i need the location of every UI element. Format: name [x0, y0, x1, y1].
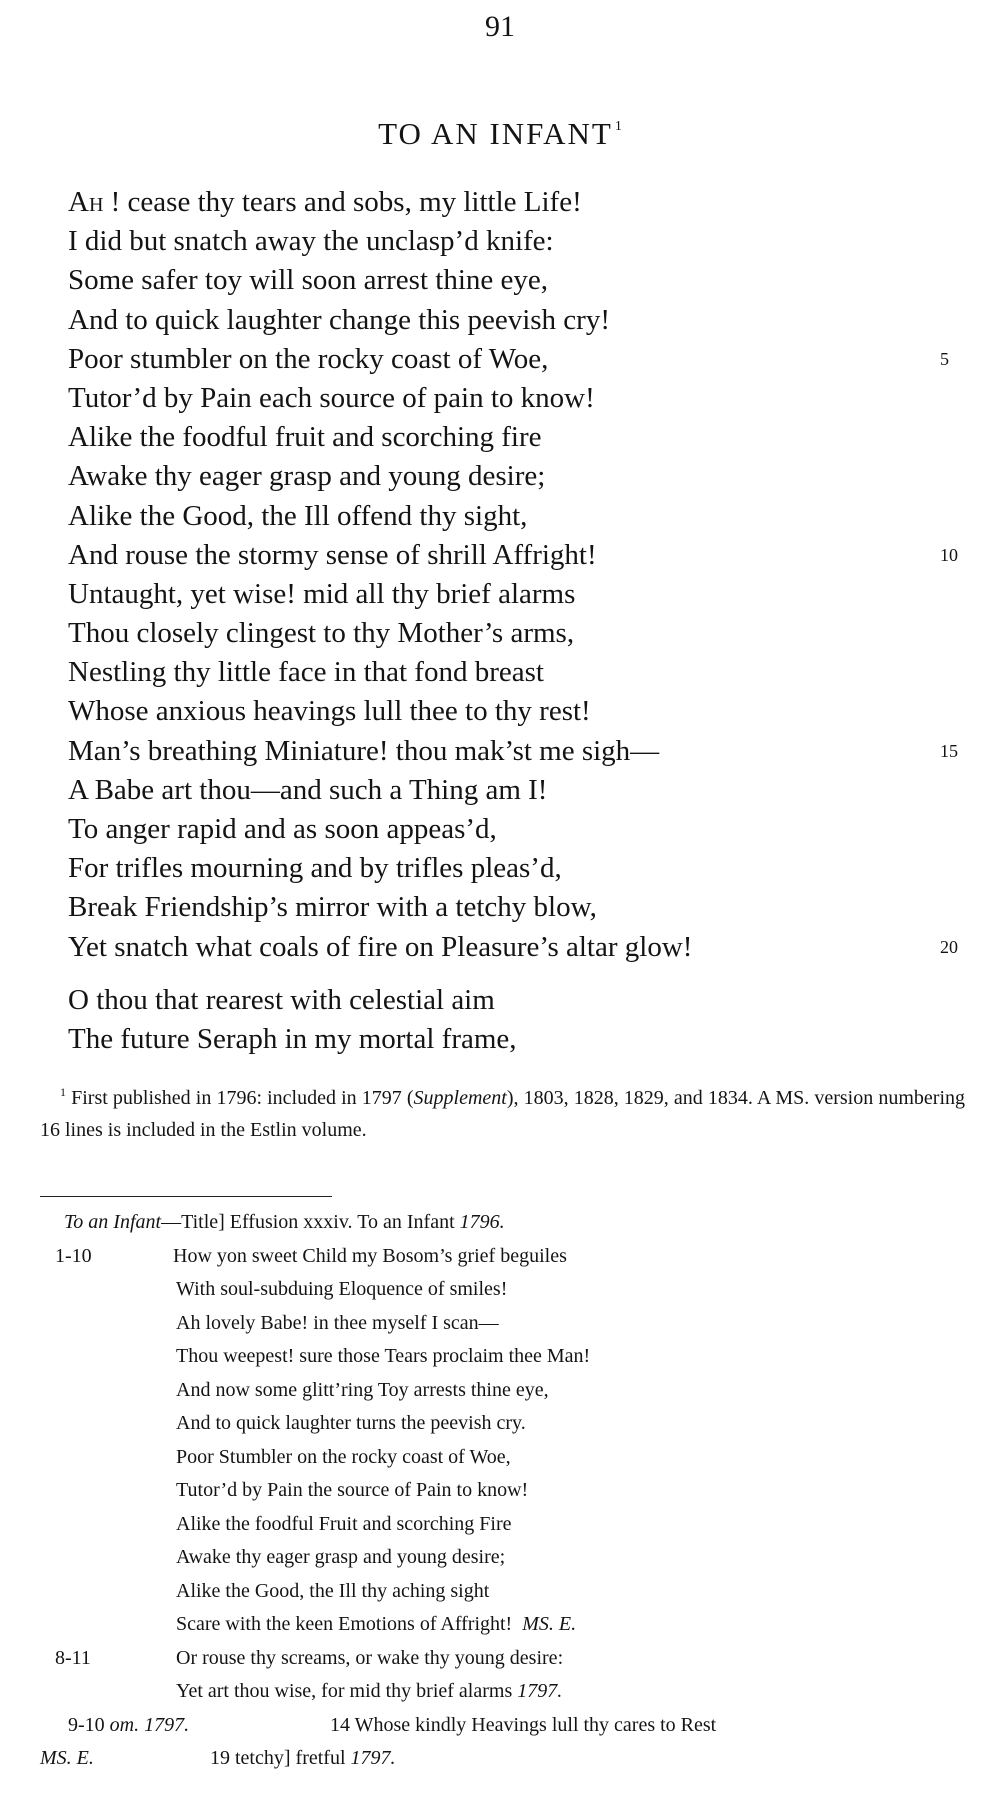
apparatus-variant-text: And to quick laughter turns the peevish cry.	[176, 1412, 526, 1434]
apparatus-line	[40, 1374, 970, 1408]
poem-title-text: TO AN INFANT	[378, 116, 613, 151]
poem-line-text: A Babe art thou—and such a Thing am I!	[68, 773, 548, 806]
apparatus-line	[40, 1742, 970, 1776]
poem-line-text: And rouse the stormy sense of shrill Affright!	[68, 538, 597, 571]
poem-body	[68, 183, 968, 1059]
poem-line	[68, 497, 968, 536]
poem-line-text: Thou closely clingest to thy Mother’s arms,	[68, 617, 575, 650]
poem-line-text: Awake thy eager grasp and young desire;	[68, 460, 546, 493]
poem-line-text: Alike the foodful fruit and scorching fire	[68, 421, 542, 454]
poem-line	[68, 888, 968, 927]
poem-line	[68, 457, 968, 496]
apparatus-siglum: MS. E.	[522, 1613, 577, 1635]
textual-apparatus	[40, 1206, 970, 1776]
apparatus-variant-text: Thou weepest! sure those Tears proclaim thee Man!	[176, 1345, 591, 1367]
apparatus-entry	[68, 1709, 189, 1743]
apparatus-variant-text: Or rouse thy screams, or wake thy young desire:	[176, 1646, 564, 1669]
apparatus-variant-text: Alike the Good, the Ill thy aching sight	[176, 1579, 490, 1602]
footnote-italic: Supplement	[413, 1087, 507, 1109]
line-number: 15	[940, 740, 958, 761]
poem-line-text: O thou that rearest with celestial aim	[68, 983, 495, 1016]
poem-line	[68, 575, 968, 614]
apparatus-variant-line: Yet art thou wise, for mid thy brief alarms	[176, 1680, 518, 1702]
apparatus-title-variant: —Title] Effusion xxxiv. To an Infant	[161, 1211, 460, 1233]
page-number: 91	[485, 10, 515, 43]
poem-line	[68, 1020, 968, 1059]
initial-word: Ah	[68, 186, 104, 218]
poem-line-text: Yet snatch what coals of fire on Pleasure’s altar glow!	[68, 930, 693, 963]
title-footnote-mark: 1	[614, 119, 622, 134]
poem-line	[68, 261, 968, 300]
apparatus-title-entry	[40, 1206, 970, 1240]
apparatus-line	[40, 1541, 970, 1575]
poem-line-text: I did but snatch away the unclasp’d knife:	[68, 225, 554, 258]
apparatus-variant-text: How yon sweet Child my Bosom’s grief beguiles	[173, 1244, 567, 1267]
poem-line-text: Break Friendship’s mirror with a tetchy blow,	[68, 891, 597, 924]
apparatus-variant-text	[176, 1608, 576, 1642]
poem-line	[68, 340, 968, 379]
apparatus-line-ref: 9-10	[68, 1713, 105, 1736]
apparatus-siglum: MS. E.	[40, 1747, 94, 1769]
poem-line	[68, 614, 968, 653]
poem-line	[68, 810, 968, 849]
apparatus-variant-text: tetchy] fretful	[235, 1747, 351, 1769]
apparatus-line	[40, 1642, 970, 1676]
apparatus-line	[40, 1307, 970, 1341]
poem-line	[68, 301, 968, 340]
stanza-break	[68, 967, 968, 981]
line-rest: ! cease thy tears and sobs, my little Life!	[110, 186, 582, 218]
apparatus-variant-text: Whose kindly Heavings lull thy cares to Rest	[354, 1713, 717, 1736]
poem-line-text: Whose anxious heavings lull thee to thy rest!	[68, 695, 591, 728]
apparatus-line	[40, 1340, 970, 1374]
apparatus-variant-text: Poor Stumbler on the rocky coast of Woe,	[176, 1445, 511, 1468]
apparatus-line-ref: 8-11	[55, 1646, 91, 1669]
apparatus-variant-text: Awake thy eager grasp and young desire;	[176, 1546, 506, 1568]
poem-line-text: Poor stumbler on the rocky coast of Woe,	[68, 342, 549, 375]
footnote-mark: 1	[60, 1085, 66, 1099]
poem-line-text: Alike the Good, the Ill offend thy sight,	[68, 499, 528, 532]
poem-line-text: And to quick laughter change this peevish cry!	[68, 303, 610, 336]
apparatus-year: 1796.	[459, 1211, 505, 1233]
poem-line	[68, 981, 968, 1020]
poem-line	[68, 771, 968, 810]
apparatus-line	[40, 1575, 970, 1609]
apparatus-variant-text: Ah lovely Babe! in thee myself I scan—	[176, 1311, 499, 1334]
apparatus-line	[40, 1709, 970, 1743]
poem-line-text	[68, 183, 582, 222]
apparatus-entry	[330, 1709, 716, 1743]
poem-line	[68, 692, 968, 731]
apparatus-line	[40, 1441, 970, 1475]
poem-line	[68, 849, 968, 888]
apparatus-entry	[64, 1206, 505, 1240]
poem-line-text: For trifles mourning and by trifles pleas’d,	[68, 852, 562, 885]
apparatus-variant-text: Alike the foodful Fruit and scorching Fire	[176, 1512, 512, 1535]
apparatus-line	[40, 1474, 970, 1508]
poem-line	[68, 536, 968, 575]
apparatus-line	[40, 1608, 970, 1642]
apparatus-year: 1797.	[350, 1747, 396, 1769]
poem-line	[68, 653, 968, 692]
line-number: 20	[940, 936, 958, 957]
apparatus-year: 1797.	[517, 1680, 563, 1702]
poem-title	[0, 116, 1000, 152]
line-number: 5	[940, 348, 949, 369]
apparatus-variant-text: With soul-subduing Eloquence of smiles!	[176, 1278, 508, 1300]
poem-line-text: Some safer toy will soon arrest thine eye,	[68, 264, 548, 297]
apparatus-line	[40, 1508, 970, 1542]
apparatus-line-ref: 1-10	[55, 1244, 92, 1267]
poem-line	[68, 732, 968, 771]
apparatus-omission: om. 1797.	[109, 1713, 190, 1736]
apparatus-variant-text	[176, 1675, 562, 1709]
apparatus-italic-title: To an Infant	[64, 1211, 162, 1233]
apparatus-line-ref: 14	[330, 1713, 350, 1736]
line-number: 10	[940, 544, 958, 565]
apparatus-line-ref: 19	[210, 1747, 230, 1769]
apparatus-variant-last: Scare with the keen Emotions of Affright!	[176, 1613, 513, 1635]
poem-line-text: Nestling thy little face in that fond breast	[68, 656, 544, 689]
poem-line	[68, 418, 968, 457]
poem-line	[68, 928, 968, 967]
apparatus-line	[40, 1273, 970, 1307]
apparatus-variant-text: Tutor’d by Pain the source of Pain to know!	[176, 1479, 529, 1501]
footnote-text-b: ), 1803, 1828, 1829, and 1834. A MS. version numbering 16 lines is included in the Estlin volume.	[40, 1087, 965, 1141]
apparatus-variant-text: And now some glitt’ring Toy arrests thine eye,	[176, 1378, 549, 1401]
footnote-divider	[40, 1196, 332, 1197]
poem-line-text: Untaught, yet wise! mid all thy brief alarms	[68, 577, 576, 610]
poem-line-text: Man’s breathing Miniature! thou mak’st me sigh—	[68, 734, 660, 767]
apparatus-line	[40, 1407, 970, 1441]
apparatus-line	[40, 1240, 970, 1274]
poem-line	[68, 183, 968, 222]
poem-line	[68, 379, 968, 418]
apparatus-entry	[210, 1742, 396, 1776]
poem-line-text: The future Seraph in my mortal frame,	[68, 1022, 517, 1055]
footnote-text-a: First published in 1796: included in 1797 (	[71, 1087, 414, 1109]
apparatus-line	[40, 1675, 970, 1709]
poem-line	[68, 222, 968, 261]
poem-line-text: To anger rapid and as soon appeas’d,	[68, 813, 497, 845]
poem-line-text: Tutor’d by Pain each source of pain to know!	[68, 381, 595, 414]
footnote	[40, 1076, 965, 1146]
